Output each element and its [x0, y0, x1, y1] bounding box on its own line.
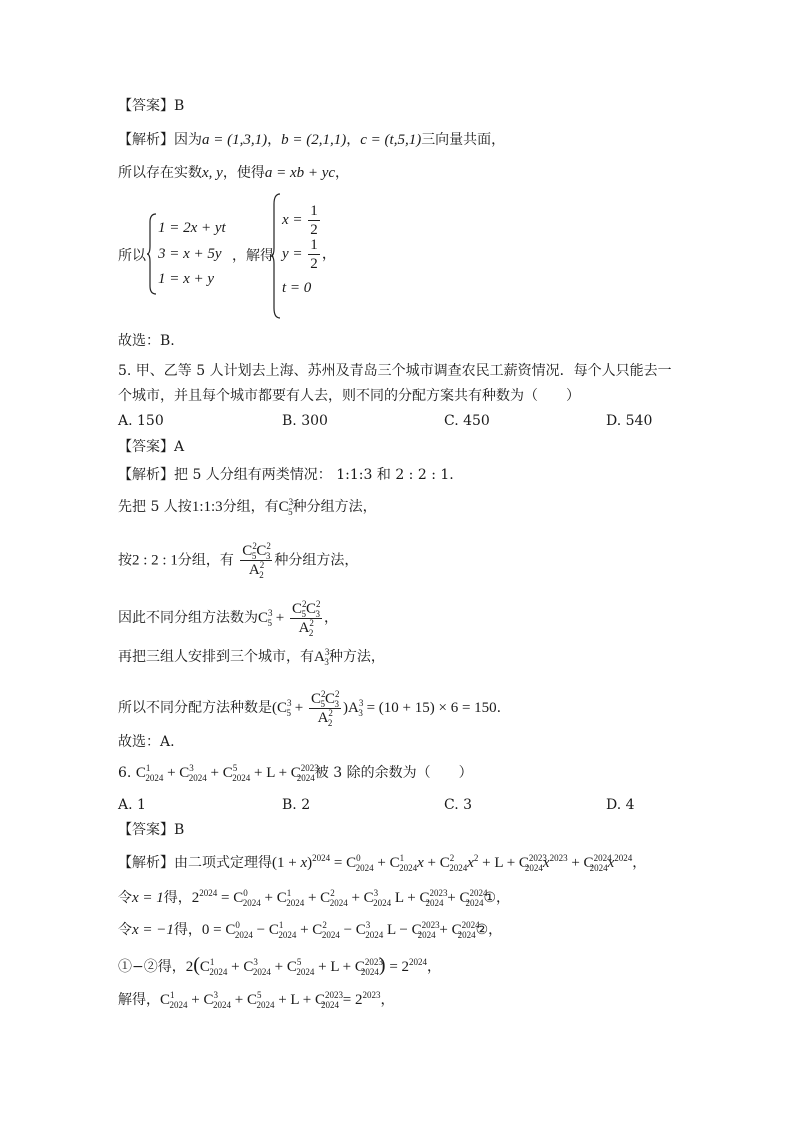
answer-tag: 【答案】: [118, 822, 174, 838]
variables: x, y: [202, 165, 223, 181]
text: 由二项式定理得: [174, 855, 272, 871]
system1-eq3: 1 = x + y: [158, 271, 215, 287]
vector-b: b = (2,1,1): [281, 132, 347, 148]
q6-option-d: D. 4: [606, 797, 635, 813]
fraction-expr: $\frac{C^2_5C^2_3}{A^2_2}$: [242, 541, 271, 580]
difference-equation: $2(C^1_{2024} + C^3_{2024} + C^5_{2024} + L + C^{2023}_{2024}) = 2^{2024}$: [185, 954, 428, 977]
left-brace-2: [270, 192, 282, 320]
q5-conclusion: 故选：A.: [118, 734, 175, 750]
q5-option-c: C. 450: [444, 413, 490, 429]
text: ，: [335, 165, 350, 181]
binomial-expansion: $(1 + x)^{2024} = C^0_{2024} + C^1_{2024}x + C^2_{2024}x^2 + L + C^{2023}_{2024}x^{2023} + C^{2024}_{2024}x^{2024}$: [272, 853, 633, 873]
ratio: 2 : 2 : 1: [132, 552, 178, 569]
answer-value: B: [174, 822, 185, 838]
text: 种方法，: [328, 649, 385, 665]
text: 种分组方法，: [292, 499, 377, 515]
text: 解得，: [118, 992, 160, 1008]
question-number: 6.: [118, 765, 132, 781]
q5-analysis-2: [118, 497, 377, 517]
q6-analysis-5: [118, 990, 394, 1010]
q5-analysis-6: [118, 690, 501, 727]
text: 先把 5 人按: [118, 499, 192, 515]
q6-sum-expr: $C^1_{2024} + C^3_{2024} + C^5_{2024} + L + C^{2023}_{2024}$: [135, 763, 319, 783]
q4-analysis-line-1: 【解析】因为a = (1,3,1)，b = (2,1,1)，c = (t,5,1)三向量共面，: [118, 132, 506, 148]
q6-analysis-1: 【解析】由二项式定理得$(1 + x)^{2024} = C^0_{2024} + C^1_{2024}x + C^2_{2024}x^2 + L + C^{2023}_{2024}x^{2023} + C^{2024}_{2024}x^{2024}$，: [118, 853, 647, 873]
numerator: 1: [310, 203, 318, 219]
q6-option-a: A. 1: [118, 797, 146, 813]
text: 再把三组人安排到三个城市，有: [118, 649, 314, 665]
q6-analysis-2: 令x = 1得，$2^{2024} = C^0_{2024} + C^1_{2024} + C^2_{2024} + C^3_{2024}$ $L + C^{2023}_{2024}$ + $C^{2024}_{2024}①$，: [118, 888, 511, 908]
q6-analysis-3: 令x = −1得，$0 = C^0_{2024} - C^1_{2024} + C^2_{2024} - C^3_{2024}$ $L - C^{2023}_{2024}$ + $C^{2024}_{2024}②$，: [118, 920, 503, 940]
equation: a = xb + yc: [264, 165, 336, 181]
text: 因为: [174, 132, 202, 148]
q5-stem-2: 个城市，并且每个城市都要有人去，则不同的分配方案共有种数为（ ）: [118, 388, 580, 404]
q5-option-a: A. 150: [118, 413, 164, 429]
answer-tag: 【答案】: [118, 439, 174, 455]
system1-eq1: 1 = 2x + yt: [158, 220, 226, 236]
answer-value: A: [174, 439, 185, 455]
text: 按: [118, 552, 132, 569]
result: = (10 + 15) × 6 = 150: [366, 699, 497, 716]
q4-conclusion: 故选：B.: [118, 333, 175, 349]
text: ，: [324, 609, 339, 626]
equation-1: $2^{2024} = C^0_{2024} + C^1_{2024} + C^2_{2024} + C^3_{2024}$ $L + C^{2023}_{2024} + C^{2024}_{2024}$: [191, 888, 488, 908]
analysis-tag: 【解析】: [118, 467, 174, 483]
substitution: x = −1: [132, 922, 174, 938]
comb-expr: $C^3_5$: [278, 497, 294, 517]
system2-row1: [282, 202, 322, 239]
numerator: 1: [310, 237, 318, 253]
comma: ，: [321, 245, 337, 262]
q5-analysis-3: [118, 542, 358, 579]
text: .: [496, 699, 502, 716]
eq-x: x =: [282, 211, 303, 228]
system2-row2: [282, 236, 337, 273]
text: 分组，有: [177, 552, 234, 569]
text: 得，: [173, 922, 202, 938]
q4-answer-line: [118, 96, 184, 116]
fraction: [308, 236, 320, 273]
text: 所以存在实数: [118, 165, 202, 181]
answer-tag: 【答案】: [118, 98, 174, 114]
q4-analysis-line-2: [118, 163, 349, 183]
q6-analysis-4: ①−②得，$2(C^1_{2024} + C^3_{2024} + C^5_{2024} + L + C^{2023}_{2024}) = 2^{2024}$，: [118, 954, 442, 977]
q6-option-b: B. 2: [282, 797, 311, 813]
q5-analysis-1: [118, 465, 454, 485]
system2-row3: t = 0: [282, 280, 312, 296]
q5-option-d: D. 540: [606, 413, 653, 429]
text: 令: [118, 922, 132, 938]
arr-expr: $A^3_3$: [314, 647, 330, 667]
q6-option-c: C. 3: [444, 797, 473, 813]
text: 种分组方法，: [274, 552, 359, 569]
q6-answer-line: [118, 820, 184, 840]
denominator: 2: [310, 222, 318, 238]
marker-2: ②: [475, 922, 489, 938]
text: 分组，有: [222, 499, 279, 515]
q4-system-line: [118, 246, 146, 266]
marker-1: ①: [483, 890, 497, 906]
analysis-tag: 【解析】: [118, 132, 174, 148]
text: 所以: [118, 248, 146, 264]
vector-c: c = (t,5,1): [360, 132, 422, 148]
q5-analysis-5: [118, 647, 385, 667]
q6-stem: [118, 763, 473, 783]
q5-option-b: B. 300: [282, 413, 328, 429]
text: ，使得: [222, 165, 265, 181]
analysis-tag: 【解析】: [118, 855, 174, 871]
text: 令: [118, 890, 132, 906]
text: 所以不同分配方法种数是: [118, 699, 272, 716]
vector-a: a = (1,3,1): [202, 132, 268, 148]
final-expr: ($C^3_5$ + $\frac{C^2_5C^2_3}{A^2_2}$ )$A^3_3 = (10 + 15) \times 6 = 150$: [272, 689, 497, 728]
text: ，: [380, 992, 395, 1008]
fraction: [308, 202, 320, 239]
answer-value: B: [174, 98, 185, 114]
result-equation: $C^1_{2024} + C^3_{2024} + C^5_{2024} + L + C^{2023}_{2024} = 2^{2023}$: [160, 990, 381, 1010]
text: 三向量共面，: [421, 132, 506, 148]
text: ①−②得，: [118, 959, 186, 975]
denominator: 2: [310, 256, 318, 272]
q5-analysis-4: [118, 600, 338, 637]
text: 因此不同分组方法数为: [118, 609, 258, 626]
text: 把 5 人分组有两类情况： 1:1:3 和 2 : 2 : 1.: [174, 467, 454, 483]
left-brace-1: [146, 212, 158, 296]
equation-2: $0 = C^0_{2024} - C^1_{2024} + C^2_{2024} - C^3_{2024}$ $L - C^{2023}_{2024} + C^{2024}_{2024}$: [201, 920, 480, 940]
solve-text: ，解得: [232, 248, 274, 264]
ratio: 1:1:3: [191, 499, 223, 515]
sum-expr: $C^3_5$ + $\frac{C^2_5C^2_3}{A^2_2}$: [258, 599, 321, 638]
system1-eq2: 3 = x + 5y: [158, 246, 222, 262]
eq-y: y =: [282, 245, 303, 262]
q5-stem-1: 5. 甲、乙等 5 人计划去上海、苏州及青岛三个城市调查农民工薪资情况．每个人只能去一: [118, 363, 672, 379]
q5-answer-line: [118, 437, 184, 457]
substitution: x = 1: [132, 890, 164, 906]
text: 被 3 除的余数为（ ）: [314, 765, 473, 781]
text: 得，: [163, 890, 192, 906]
